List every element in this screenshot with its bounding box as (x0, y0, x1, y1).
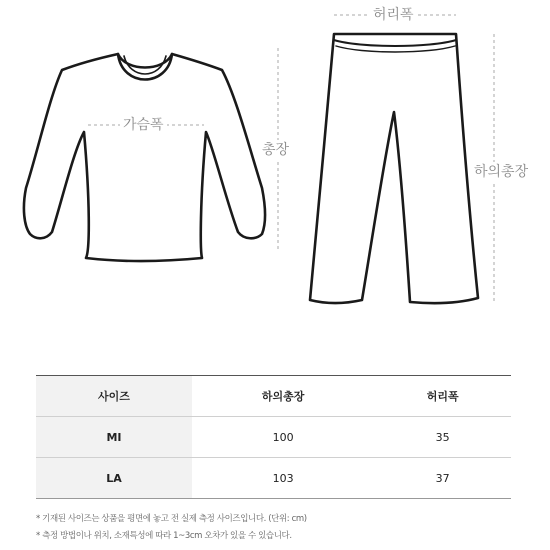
pants-outline (310, 34, 478, 303)
size-cell: MI (36, 417, 192, 458)
waist-width-label: 허리폭 (370, 7, 417, 23)
top-length-label: 총장 (262, 142, 290, 158)
size-cell: LA (36, 458, 192, 499)
bottom-length-cell: 100 (272, 430, 294, 444)
note-measurement-method: * 기재된 사이즈는 상품을 평면에 놓고 전 실제 측정 사이즈입니다. (단위: cm) (36, 514, 307, 524)
header-bottom-length: 하의총장 (192, 376, 374, 417)
measurement-notes (36, 511, 526, 545)
table-row (36, 417, 511, 458)
pants-illustration (310, 34, 478, 303)
shirt-illustration (24, 54, 265, 261)
table-row (36, 458, 511, 499)
table-header-row (36, 376, 511, 417)
bottom-length-cell: 103 (272, 471, 294, 485)
note-tolerance: * 측정 방법이나 위치, 소재특성에 따라 1~3cm 오차가 있을 수 있습니다. (36, 531, 292, 541)
shirt-body-outline (24, 54, 265, 261)
header-size: 사이즈 (36, 376, 192, 417)
waist-width-cell: 35 (435, 430, 450, 444)
chest-width-label: 가슴폭 (120, 117, 167, 133)
header-waist-width: 허리폭 (374, 376, 511, 417)
waist-width-cell: 37 (435, 471, 450, 485)
size-table (36, 375, 511, 499)
bottom-length-label: 하의총장 (474, 164, 529, 180)
